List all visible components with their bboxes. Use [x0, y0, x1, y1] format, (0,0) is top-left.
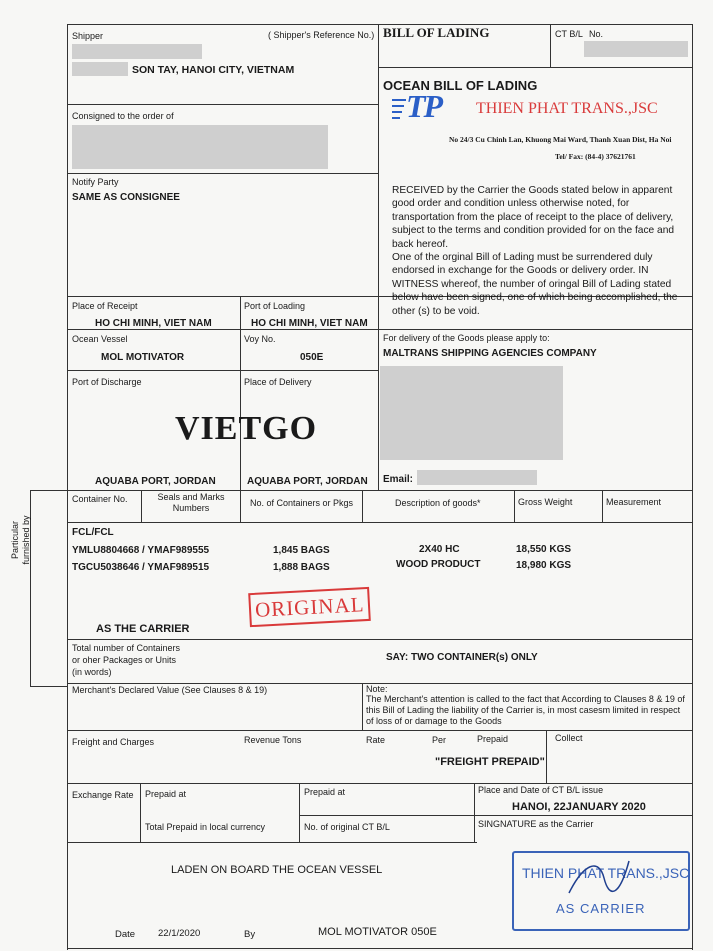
- ctbl-number-redaction: [584, 41, 688, 57]
- header-pkgs: No. of Containers or Pkgs: [250, 498, 354, 508]
- rate-label: Rate: [366, 735, 386, 745]
- total-label-1: Total number of Containers: [72, 643, 181, 653]
- total-prepaid-label: Total Prepaid in local currency: [145, 822, 266, 832]
- laden-date-label: Date: [115, 929, 136, 940]
- company-name: THIEN PHAT TRANS.,JSC: [476, 100, 658, 117]
- originals-label: No. of original CT B/L: [304, 822, 390, 832]
- header-container-no: Container No.: [72, 494, 128, 504]
- delivery-agent-label: For delivery of the Goods please apply to:: [383, 333, 550, 343]
- document-subtitle: OCEAN BILL OF LADING: [383, 78, 538, 93]
- header-seals: Seals and Marks Numbers: [157, 492, 225, 513]
- laden-label: LADEN ON BOARD THE OCEAN VESSEL: [171, 864, 383, 876]
- voyage-label: Voy No.: [244, 334, 276, 344]
- document-title: BILL OF LADING: [383, 25, 490, 40]
- payable-at-label: Prepaid at: [304, 787, 346, 797]
- issue-value: HANOI, 22JANUARY 2020: [512, 801, 646, 813]
- note-text: The Merchant's attention is called to the fact that According to Clauses 8 & 19 of this Bill of Lading the liability of the Carrier is, in most casesm limited in respect of loss of or damage to the Goods: [366, 694, 685, 726]
- laden-date-value: 22/1/2020: [158, 928, 201, 939]
- carrier-stamp-company: THIEN PHAT TRANS.,JSC: [522, 865, 690, 881]
- vessel-value: MOL MOTIVATOR: [101, 352, 185, 363]
- vietgo-watermark: VIETGO: [175, 410, 318, 447]
- particular-furnished-label: [10, 500, 40, 580]
- shipper-address: SON TAY, HANOI CITY, VIETNAM: [132, 64, 295, 76]
- revenue-label: Revenue Tons: [244, 735, 302, 745]
- total-label-2: or oher Packages or Units: [72, 655, 177, 665]
- carrier-stamp-role: AS CARRIER: [556, 901, 646, 916]
- discharge-value: AQUABA PORT, JORDAN: [95, 476, 216, 487]
- notify-label: Notify Party: [72, 177, 119, 187]
- table-row-2-desc: WOOD PRODUCT: [396, 559, 481, 570]
- table-row-1-pkgs: 1,845 BAGS: [273, 545, 330, 556]
- loading-value: HO CHI MINH, VIET NAM: [251, 318, 368, 329]
- prepaid-label: Prepaid: [477, 734, 509, 744]
- header-description: Description of goods*: [395, 498, 481, 508]
- discharge-label: Port of Discharge: [72, 377, 142, 387]
- place-delivery-value: AQUABA PORT, JORDAN: [247, 476, 368, 487]
- table-row-2-weight: 18,980 KGS: [516, 560, 572, 571]
- receipt-label: Place of Receipt: [72, 301, 138, 311]
- table-row-1-container: YMLU8804668 / YMAF989555: [72, 545, 210, 556]
- exchange-label: Exchange Rate: [72, 790, 134, 800]
- laden-by-label: By: [244, 929, 256, 940]
- collect-label: Collect: [555, 733, 583, 743]
- header-measurement: Measurement: [606, 497, 662, 507]
- signature-scribble-icon: [564, 853, 634, 903]
- consignee-label: Consigned to the order of: [72, 111, 174, 121]
- shipper-label: Shipper: [72, 31, 104, 41]
- freight-value: "FREIGHT PREPAID": [435, 756, 545, 768]
- original-stamp: ORIGINAL: [248, 587, 371, 627]
- table-row-2-pkgs: 1,888 BAGS: [273, 562, 330, 573]
- total-label-3: (in words): [72, 667, 112, 677]
- laden-vessel: MOL MOTIVATOR 050E: [318, 926, 437, 938]
- company-logo-text: TP: [406, 88, 442, 124]
- freight-label: Freight and Charges: [72, 737, 155, 747]
- total-value: SAY: TWO CONTAINER(s) ONLY: [386, 652, 538, 663]
- issue-label: Place and Date of CT B/L issue: [478, 785, 604, 795]
- company-address: No 24/3 Cu Chinh Lan, Khuong Mai Ward, Thanh Xuan Dist, Ha Noi: [449, 135, 672, 144]
- per-label: Per: [432, 735, 447, 745]
- header-weight: Gross Weight: [518, 497, 573, 507]
- prepaid-at-label: Prepaid at: [145, 789, 187, 799]
- table-row-1-desc: 2X40 HC: [419, 544, 460, 555]
- side-label-line-1: Particular: [10, 521, 20, 560]
- ctbl-label: CT B/L: [555, 29, 583, 39]
- receipt-value: HO CHI MINH, VIET NAM: [95, 318, 212, 329]
- voyage-value: 050E: [300, 352, 324, 363]
- signature-label: SINGNATURE as the Carrier: [478, 819, 594, 829]
- place-delivery-label: Place of Delivery: [244, 377, 312, 387]
- terms-text: RECEIVED by the Carrier the Goods stated below in apparent good order and condition unless otherwise noted, for transportation from the place of receipt to the place of delivery, subject to the terms and condition provided for on the face and back hereof. One of the orginal Bill of Lading must be surrendered duly endorsed in exchange for the Goods or delivery order. IN WITNESS whereof, the number of oringal Bill of Lading stated below have been signed, one of which being accomplished, the other (s) to be void.: [392, 185, 678, 317]
- delivery-agent-value: MALTRANS SHIPPING AGENCIES COMPANY: [383, 348, 597, 359]
- declared-value-label: Merchant's Declared Value (See Clauses 8 & 19): [72, 685, 268, 695]
- side-label-line-2: furnished by: [21, 515, 31, 565]
- vessel-label: Ocean Vessel: [72, 334, 128, 344]
- note-label: Note:: [366, 684, 388, 694]
- email-label: Email:: [383, 474, 414, 485]
- cargo-type: FCL/FCL: [72, 527, 114, 538]
- email-redaction: [417, 470, 537, 485]
- table-row-1-weight: 18,550 KGS: [516, 544, 572, 555]
- ctbl-no-label: No.: [589, 29, 604, 39]
- consignee-redaction: [72, 125, 328, 169]
- shipper-reference-label: ( Shipper's Reference No.): [268, 30, 375, 40]
- company-telfax: Tel/ Fax: (84-4) 37621761: [555, 152, 636, 161]
- carrier-stamp: [512, 851, 690, 931]
- delivery-agent-address-redaction: [380, 366, 563, 460]
- loading-label: Port of Loading: [244, 301, 306, 311]
- shipper-street-redaction: [72, 62, 128, 76]
- table-row-2-container: TGCU5038646 / YMAF989515: [72, 562, 210, 573]
- as-the-carrier: AS THE CARRIER: [96, 623, 190, 635]
- notify-value: SAME AS CONSIGNEE: [72, 192, 180, 203]
- shipper-name-redaction: [72, 44, 202, 59]
